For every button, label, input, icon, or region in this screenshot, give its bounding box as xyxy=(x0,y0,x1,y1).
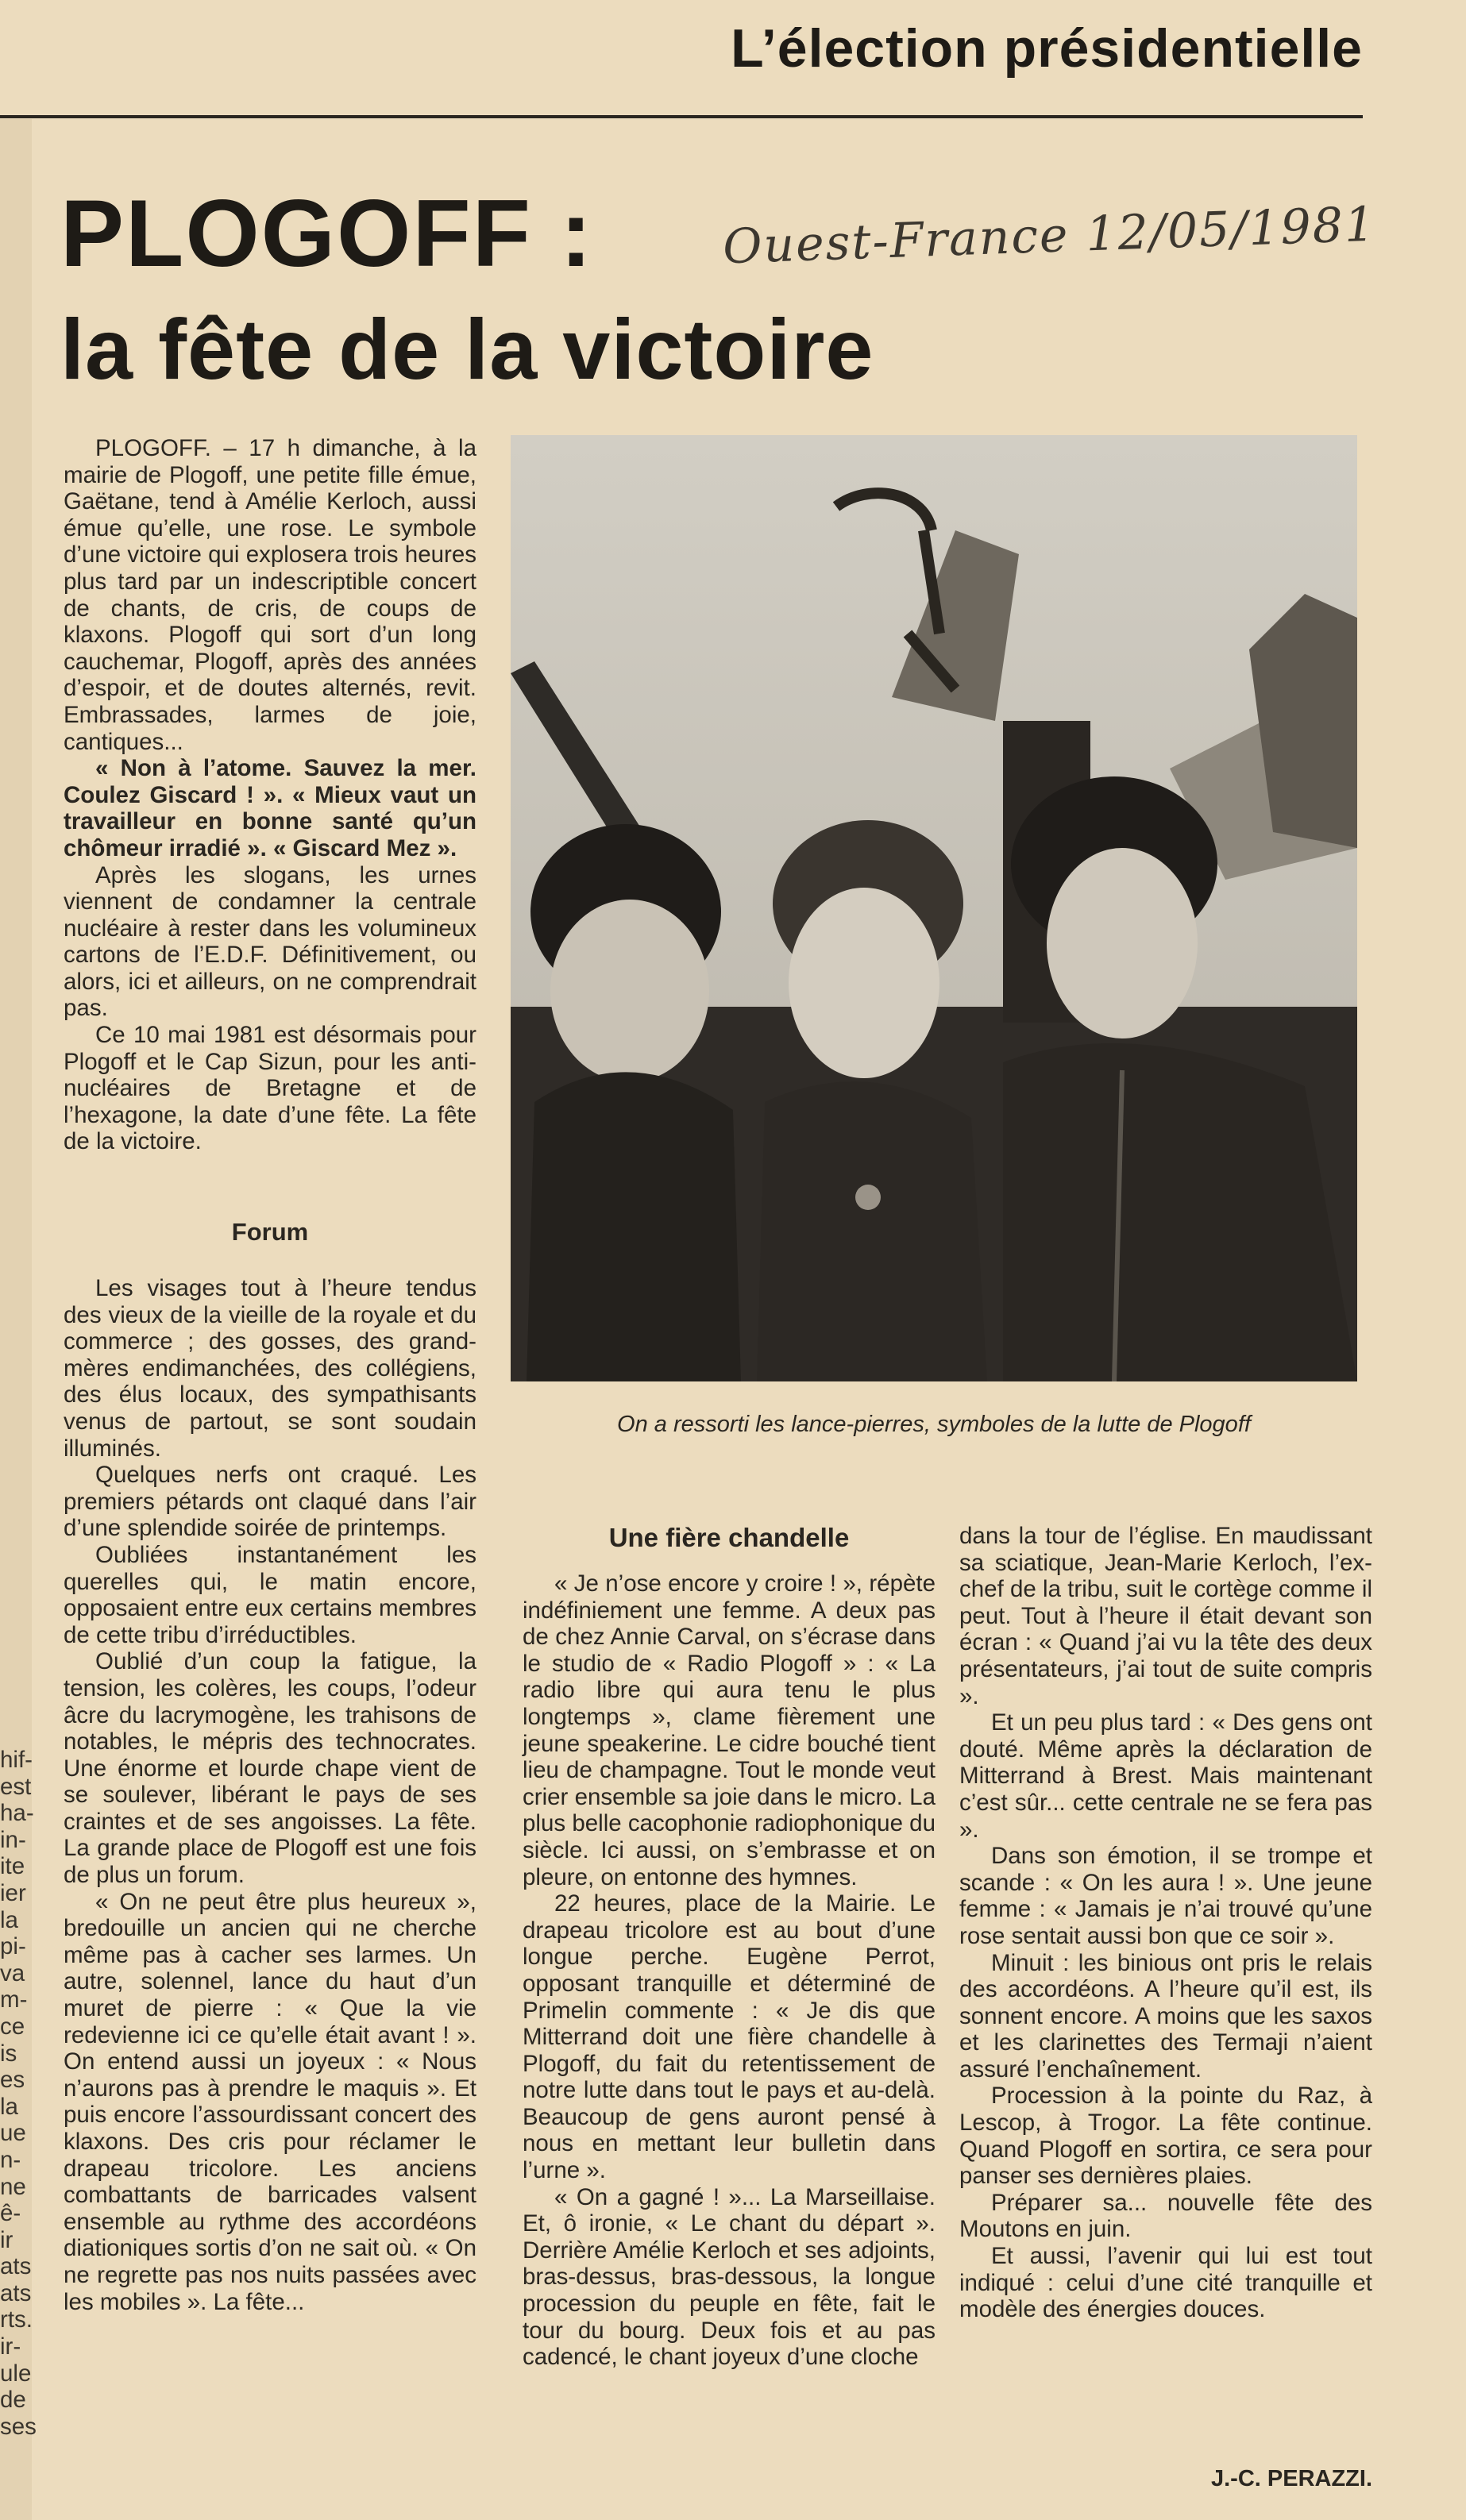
paragraph: Oublié d’un coup la fatigue, la tension, les colères, les coups, l’odeur âcre du lacrymogène, les trahisons de notables, le mépris des technocrates. Une énorme et lourde chape vient de se soulever, libérant le pays de ses craintes et de ses angoisses. La fête. La grande place de Plogoff est une fois de plus un forum. xyxy=(64,1648,476,1889)
fragment-line: m- xyxy=(0,1986,28,2013)
adjacent-article-fragment xyxy=(0,1747,38,2440)
fragment-line: ir- xyxy=(0,2333,21,2360)
article-column-1-bottom xyxy=(64,1275,476,2315)
paragraph: dans la tour de l’église. En maudissant sa sciatique, Jean-Marie Kerloch, l’ex-chef de la tribu, suit le cortège comme il peut. Tout à l’heure il était devant son écran : « Quand j’ai vu la tête des deux présentateurs, j’ai tout de suite compris ». xyxy=(959,1523,1372,1709)
paragraph-slogans: « Non à l’atome. Sauvez la mer. Coulez Giscard ! ». « Mieux vaut un travailleur en bonne santé qu’un chômeur irradié ». « Giscard Mez ». xyxy=(64,755,476,861)
fragment-line: ê- xyxy=(0,2200,21,2227)
fragment-line: ue xyxy=(0,2120,26,2147)
paragraph: Et aussi, l’avenir qui lui est tout indiqué : celui d’une cité tranquille et modèle des énergies douces. xyxy=(959,2243,1372,2323)
fragment-line: est xyxy=(0,1773,32,1800)
fragment-line: rts. xyxy=(0,2306,33,2333)
paragraph: « On ne peut être plus heureux », bredouille un ancien qui ne cherche même pas à cacher ses larmes. Un autre, solennel, lance du haut d’un muret de pierre : « Que la vie redevienne ici ce qu’elle était avant ! ». On entend aussi un joyeux : « Nous n’aurons pas à prendre le maquis ». Et puis encore l’assourdissant concert des klaxons. Des cris pour réclamer le drapeau tricolore. Les anciens combattants de barricades valsent ensemble au rythme des accordéons diationiques sortis d’on ne sait où. « On ne regrette pas nos nuits passées avec les mobiles ». La fête... xyxy=(64,1888,476,2315)
fragment-line: hif- xyxy=(0,1747,33,1773)
fragment-line: es xyxy=(0,2067,25,2094)
section-title: L’élection présidentielle xyxy=(731,18,1363,79)
fragment-line: ne xyxy=(0,2173,26,2200)
fragment-line: ats xyxy=(0,2253,32,2280)
paragraph: PLOGOFF. – 17 h dimanche, à la mairie de Plogoff, une petite fille émue, Gaëtane, tend à Amélie Kerloch, aussi émue qu’elle, une rose. Le symbole d’une victoire qui explosera trois heures plus tard par un indescriptible concert de chants, de cris, de coups de klaxons. Plogoff qui sort d’un long cauchemar, Plogoff, après des années d’espoir, et de doutes alternés, revit. Embrassades, larmes de joie, cantiques... xyxy=(64,435,476,755)
fragment-line: ses xyxy=(0,2413,37,2440)
fragment-line: ha- xyxy=(0,1800,34,1827)
paragraph: Préparer sa... nouvelle fête des Moutons en juin. xyxy=(959,2189,1372,2243)
photo-caption: On a ressorti les lance-pierres, symboles de la lutte de Plogoff xyxy=(617,1412,1251,1437)
fragment-line: va xyxy=(0,1959,25,1986)
paragraph: Et un peu plus tard : « Des gens ont douté. Même après la déclaration de Mitterrand à Brest. Mais maintenant c’est sûr... cette centrale ne se fera pas ». xyxy=(959,1709,1372,1843)
fragment-line: la xyxy=(0,2093,18,2120)
paragraph: Après les slogans, les urnes viennent de condamner la centrale nucléaire à rester dans les volumineux cartons de l’E.D.F. Définitivement, ou alors, ici et ailleurs, on ne comprendrait pas. xyxy=(64,861,476,1022)
paragraph: Les visages tout à l’heure tendus des vieux de la vieille de la royale et du commerce ; des gosses, des grand-mères endimanchées, des collégiens, des élus locaux, des sympathisants venus de partout, se sont soudain illuminés. xyxy=(64,1275,476,1462)
author-signature: J.-C. PERAZZI. xyxy=(1210,2466,1372,2491)
paragraph: Ce 10 mai 1981 est désormais pour Plogoff et le Cap Sizun, pour les anti-nucléaires de Bretagne et de l’hexagone, la date d’une fête. La fête de la victoire. xyxy=(64,1022,476,1155)
subheading-fiere-chandelle: Une fière chandelle xyxy=(608,1523,850,1552)
handwritten-note: Ouest-France 12/05/1981 xyxy=(722,196,1378,276)
article-column-2 xyxy=(523,1570,936,2371)
fragment-line: ats xyxy=(0,2279,32,2306)
fragment-line: la xyxy=(0,1906,18,1933)
person-left xyxy=(527,824,741,1381)
paragraph: 22 heures, place de la Mairie. Le drapeau tricolore est au bout d’une longue perche. Eugène Perrot, opposant tranquille et déterminé de Primelin commente : « Je dis que Mitterrand doit une fière chandelle à Plogoff, du fait du retentissement de notre lutte dans tout le pays et au-delà. Beaucoup de gens auront pensé à nous en mettant leur bulletin dans l’urne ». xyxy=(523,1890,936,2184)
fragment-line: ite xyxy=(0,1853,25,1880)
fragment-line: de xyxy=(0,2387,26,2414)
paragraph: Quelques nerfs ont craqué. Les premiers pétards ont claqué dans l’air d’une splendide soirée de printemps. xyxy=(64,1462,476,1542)
fragment-line: in- xyxy=(0,1826,26,1853)
paragraph: « Je n’ose encore y croire ! », répète indéfiniement une femme. A deux pas de chez Annie Carval, on s’écrase dans le studio de « Radio Plogoff » : « La radio libre qui aura tenu le plus longtemps », clame fièrement une jeune speakerine. Le cidre bouché tient lieu de champagne. Tout le monde veut crier ensemble sa joie dans le micro. La plus belle cacophonie radiophonique du siècle. Ici aussi, on s’embrasse et on pleure, on entonne des hymnes. xyxy=(523,1570,936,1890)
paragraph: « On a gagné ! »... La Marseillaise. Et, ô ironie, « Le chant du départ ». Derrière Amélie Kerloch et ses adjoints, bras-dessus, bras-dessous, la longue procession du peuple en fête, fait le tour du bourg. Deux fois et au pas cadencé, le chant joyeux d’une cloche xyxy=(523,2183,936,2371)
article-column-3 xyxy=(959,1523,1372,2323)
header-rule xyxy=(0,115,1363,118)
fragment-line: pi- xyxy=(0,1933,26,1960)
fragment-line: is xyxy=(0,2040,17,2067)
news-photo xyxy=(511,435,1357,1381)
paragraph: Dans son émotion, il se trompe et scande : « On les aura ! ». Une jeune femme : « Jamais je n’ai trouvé qu’une rose sentait aussi bon que ce soir ». xyxy=(959,1843,1372,1949)
subheading-forum: Forum xyxy=(231,1218,309,1246)
fragment-line: ier xyxy=(0,1879,26,1906)
fragment-line: ule xyxy=(0,2360,32,2387)
fragment-line: n- xyxy=(0,2146,21,2173)
fragment-line: ir xyxy=(0,2226,14,2253)
paragraph: Oubliées instantanément les querelles qui, le matin encore, opposaient entre eux certains membres de cette tribu d’irréductibles. xyxy=(64,1541,476,1648)
fragment-line: ce xyxy=(0,2013,25,2040)
paragraph: Minuit : les binious ont pris le relais des accordéons. A l’heure qu’il est, ils sonnent encore. A moins que les saxos et les clarinettes des Termaji n’aient assuré l’enchaînement. xyxy=(959,1949,1372,2083)
headline-line1: PLOGOFF : xyxy=(60,180,594,287)
paragraph: Procession à la pointe du Raz, à Lescop, à Trogor. La fête continue. Quand Plogoff en sortira, ce sera pour panser ses dernières plaies. xyxy=(959,2083,1372,2190)
article-column-1-top xyxy=(64,435,476,1155)
headline-line2: la fête de la victoire xyxy=(60,301,874,397)
